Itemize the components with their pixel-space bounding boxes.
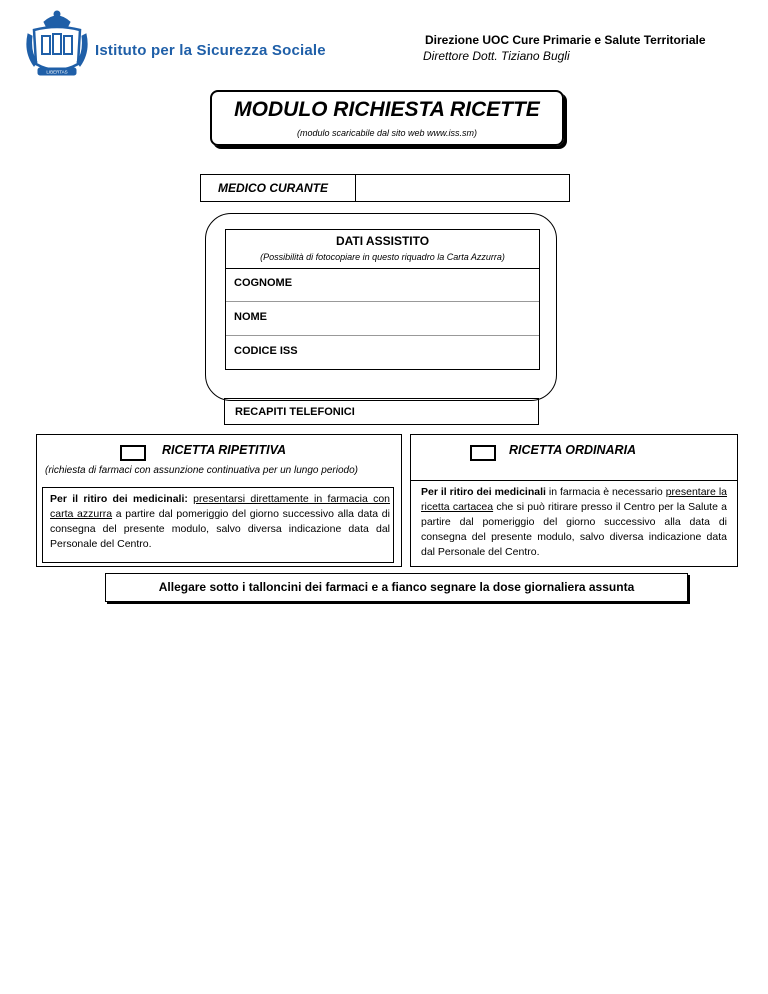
medico-curante-label: MEDICO CURANTE	[200, 174, 356, 202]
dati-assistito-box	[225, 229, 540, 370]
ordinaria-mid-text: in farmacia è necessario	[548, 486, 663, 498]
codice-iss-field[interactable]	[226, 336, 539, 370]
org-name: Istituto per la Sicurezza Sociale	[95, 42, 326, 59]
ripetitiva-bold-text: Per il ritiro dei medicinali:	[50, 493, 188, 505]
logo	[24, 8, 90, 80]
form-title-box	[210, 90, 564, 146]
recapiti-telefonici-field[interactable]: RECAPITI TELEFONICI	[224, 398, 539, 425]
allegare-note: Allegare sotto i talloncini dei farmaci e a fianco segnare la dose giornaliera assunta	[105, 573, 688, 602]
medico-curante-field[interactable]	[356, 174, 570, 202]
cognome-field[interactable]	[226, 268, 539, 302]
ripetitiva-underlined-text: presentarsi direttamente in farmacia con carta azzurra	[50, 493, 391, 520]
nome-field[interactable]	[226, 302, 539, 336]
ricetta-ordinaria-text	[421, 485, 727, 560]
form-title: MODULO RICHIESTA RICETTE	[234, 98, 540, 121]
form-subtitle: (modulo scaricabile dal sito web www.iss.sm)	[296, 128, 478, 138]
director-name: Direttore Dott. Tiziano Bugli	[423, 49, 570, 63]
codice-iss-label: CODICE ISS	[234, 345, 298, 357]
dati-assistito-header	[226, 230, 539, 269]
ricetta-ripetitiva-box	[36, 434, 402, 567]
ricetta-ordinaria-box	[410, 434, 738, 567]
ricetta-ripetitiva-checkbox[interactable]	[120, 445, 146, 461]
ordinaria-underlined-text: presentare la ricetta cartacea	[421, 486, 727, 513]
dati-assistito-title: DATI ASSISTITO	[335, 234, 430, 248]
ricetta-ripetitiva-note: (richiesta di farmaci con assunzione continuativa per un lungo periodo)	[45, 465, 358, 476]
nome-label: NOME	[234, 311, 267, 323]
ricetta-ordinaria-info	[410, 480, 738, 568]
svg-text:LIBERTAS: LIBERTAS	[46, 69, 68, 75]
department-name: Direzione UOC Cure Primarie e Salute Territoriale	[425, 33, 706, 47]
ricetta-ripetitiva-title: RICETTA RIPETITIVA	[162, 443, 287, 457]
ricetta-ordinaria-title: RICETTA ORDINARIA	[509, 443, 637, 457]
ricetta-ripetitiva-info	[42, 487, 394, 563]
ricetta-ripetitiva-text	[50, 492, 390, 552]
ripetitiva-rest-text: a partire dal pomeriggio del giorno successivo alla data di consegna del presente modulo, salvo diversa indicazione data dal Personale del Centro.	[50, 508, 390, 550]
ordinaria-rest-text: che si può ritirare presso il Centro per la Salute a partire dal pomeriggio del giorno successivo alla data di consegna del presente modulo, salvo diversa indicazione data dal Personale del Centro.	[421, 501, 727, 558]
ricetta-ordinaria-checkbox[interactable]	[470, 445, 496, 461]
dati-assistito-note: (Possibilità di fotocopiare in questo riquadro la Carta Azzurra)	[260, 252, 505, 262]
ordinaria-bold-text: Per il ritiro dei medicinali	[421, 486, 546, 498]
san-marino-crest-icon	[24, 8, 90, 80]
cognome-label: COGNOME	[234, 277, 293, 289]
